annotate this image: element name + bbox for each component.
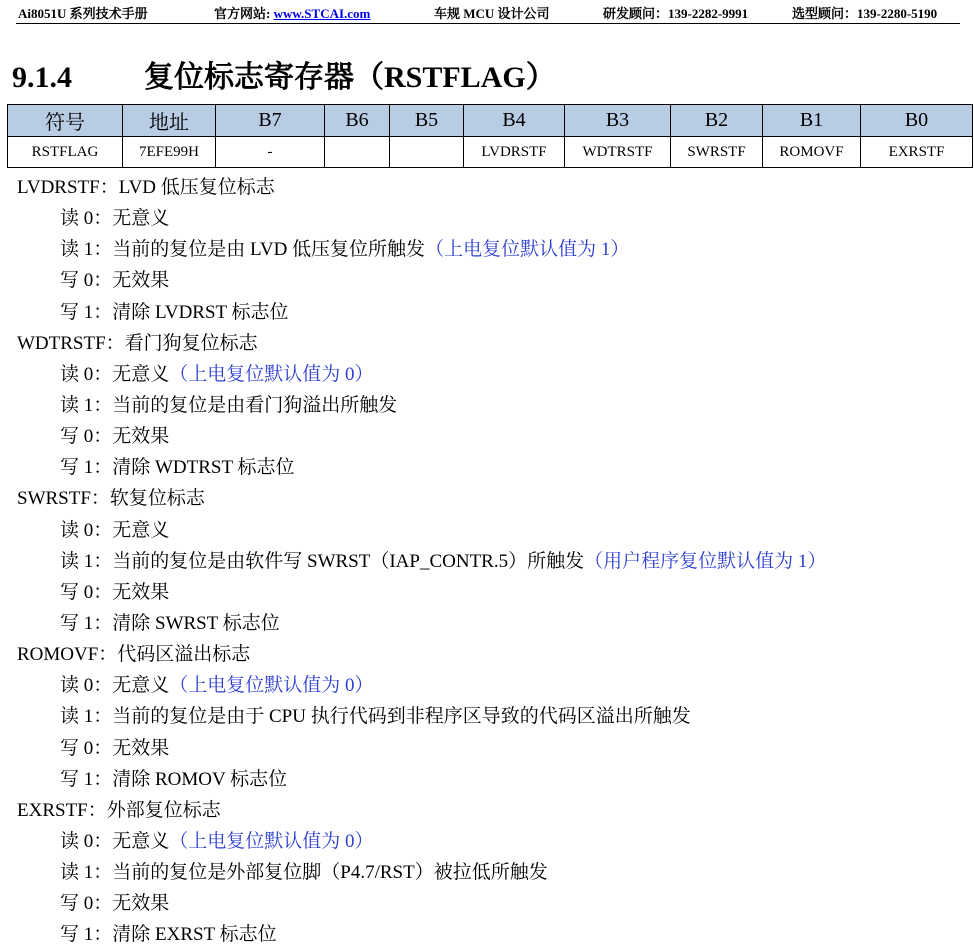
register-header-row bbox=[8, 105, 973, 137]
description-item bbox=[17, 857, 826, 888]
item-text: 写 0：无效果 bbox=[60, 581, 170, 603]
header-cell: B6 bbox=[325, 105, 390, 137]
header-cell: B4 bbox=[464, 105, 565, 137]
value-cell: SWRSTF bbox=[671, 137, 763, 168]
item-text: 读 1：当前的复位是由看门狗溢出所触发 bbox=[60, 394, 398, 416]
site-link[interactable]: www.STCAI.com bbox=[273, 6, 371, 21]
default-note: （用户程序复位默认值为 1） bbox=[584, 550, 827, 572]
description-item bbox=[17, 203, 826, 234]
value-cell: EXRSTF bbox=[861, 137, 973, 168]
description-item bbox=[17, 764, 826, 795]
item-text: 读 0：无意义 bbox=[60, 208, 170, 230]
header-cell: B2 bbox=[671, 105, 763, 137]
value-cell: - bbox=[216, 137, 325, 168]
description-item bbox=[17, 452, 826, 483]
site-label: 官方网站: bbox=[214, 6, 274, 21]
header-cell: B0 bbox=[861, 105, 973, 137]
description-item bbox=[17, 265, 826, 296]
flag-title-wdtrstf: WDTRSTF：看门狗复位标志 bbox=[17, 332, 258, 354]
header-cell: B7 bbox=[216, 105, 325, 137]
description-item bbox=[17, 297, 826, 328]
value-cell: RSTFLAG bbox=[8, 137, 123, 168]
value-cell: ROMOVF bbox=[763, 137, 861, 168]
manual-title: Ai8051U 系列技术手册 bbox=[18, 6, 148, 21]
default-note: （上电复位默认值为 0） bbox=[169, 675, 374, 697]
section-number: 9.1.4 bbox=[12, 61, 72, 94]
description-item bbox=[17, 234, 826, 265]
value-cell bbox=[325, 137, 390, 168]
item-text: 读 0：无意义 bbox=[60, 519, 170, 541]
register-value-row bbox=[8, 137, 973, 168]
flag-title-romovf: ROMOVF：代码区溢出标志 bbox=[17, 644, 251, 666]
value-cell: 7EFE99H bbox=[123, 137, 216, 168]
item-text: 读 1：当前的复位是由 LVD 低压复位所触发 bbox=[60, 239, 426, 261]
description-item bbox=[17, 733, 826, 764]
description-item bbox=[17, 919, 826, 950]
header-cell: B5 bbox=[390, 105, 464, 137]
description-item bbox=[17, 359, 826, 390]
section-title: 复位标志寄存器（RSTFLAG） bbox=[144, 61, 556, 94]
item-text: 读 1：当前的复位是由于 CPU 执行代码到非程序区导致的代码区溢出所触发 bbox=[60, 706, 691, 728]
item-text: 读 1：当前的复位是由软件写 SWRST（IAP_CONTR.5）所触发 bbox=[60, 550, 585, 572]
description-item bbox=[17, 421, 826, 452]
bit-descriptions bbox=[17, 172, 826, 951]
header-cell: 符号 bbox=[8, 105, 123, 137]
item-text: 读 0：无意义 bbox=[60, 363, 170, 385]
description-item bbox=[17, 577, 826, 608]
default-note: （上电复位默认值为 1） bbox=[425, 239, 630, 261]
value-cell bbox=[390, 137, 464, 168]
description-item bbox=[17, 888, 826, 919]
rd-contact: 研发顾问：139-2282-9991 bbox=[603, 6, 749, 21]
flag-title-lvdrstf: LVDRSTF：LVD 低压复位标志 bbox=[17, 177, 275, 198]
item-text: 写 1：清除 LVDRST 标志位 bbox=[60, 301, 289, 323]
description-item bbox=[17, 608, 826, 639]
default-note: （上电复位默认值为 0） bbox=[169, 830, 374, 852]
item-text: 写 0：无效果 bbox=[60, 737, 170, 759]
item-text: 读 1：当前的复位是外部复位脚（P4.7/RST）被拉低所触发 bbox=[60, 862, 548, 884]
value-cell: WDTRSTF bbox=[565, 137, 671, 168]
item-text: 读 0：无意义 bbox=[60, 830, 170, 852]
register-table bbox=[7, 104, 973, 168]
description-item bbox=[17, 670, 826, 701]
item-text: 写 1：清除 WDTRST 标志位 bbox=[60, 457, 295, 479]
description-item bbox=[17, 390, 826, 421]
section-heading bbox=[12, 52, 556, 96]
header-cell: 地址 bbox=[123, 105, 216, 137]
description-item bbox=[17, 546, 826, 577]
description-item bbox=[17, 826, 826, 857]
item-text: 写 1：清除 EXRST 标志位 bbox=[60, 924, 277, 946]
item-text: 写 0：无效果 bbox=[60, 270, 170, 292]
flag-title-swrstf: SWRSTF：软复位标志 bbox=[17, 488, 205, 510]
item-text: 写 0：无效果 bbox=[60, 426, 170, 448]
item-text: 写 0：无效果 bbox=[60, 893, 170, 915]
flag-title-exrstf: EXRSTF：外部复位标志 bbox=[17, 799, 221, 821]
item-text: 写 1：清除 SWRST 标志位 bbox=[60, 612, 280, 634]
description-item bbox=[17, 701, 826, 732]
value-cell: LVDRSTF bbox=[464, 137, 565, 168]
description-item bbox=[17, 515, 826, 546]
page-header bbox=[18, 3, 956, 23]
company-slogan: 车规 MCU 设计公司 bbox=[434, 6, 550, 21]
header-divider bbox=[16, 23, 960, 24]
default-note: （上电复位默认值为 0） bbox=[169, 363, 374, 385]
item-text: 读 0：无意义 bbox=[60, 675, 170, 697]
header-cell: B1 bbox=[763, 105, 861, 137]
header-cell: B3 bbox=[565, 105, 671, 137]
official-site bbox=[214, 3, 370, 22]
item-text: 写 1：清除 ROMOV 标志位 bbox=[60, 768, 288, 790]
sales-contact: 选型顾问：139-2280-5190 bbox=[792, 6, 938, 21]
